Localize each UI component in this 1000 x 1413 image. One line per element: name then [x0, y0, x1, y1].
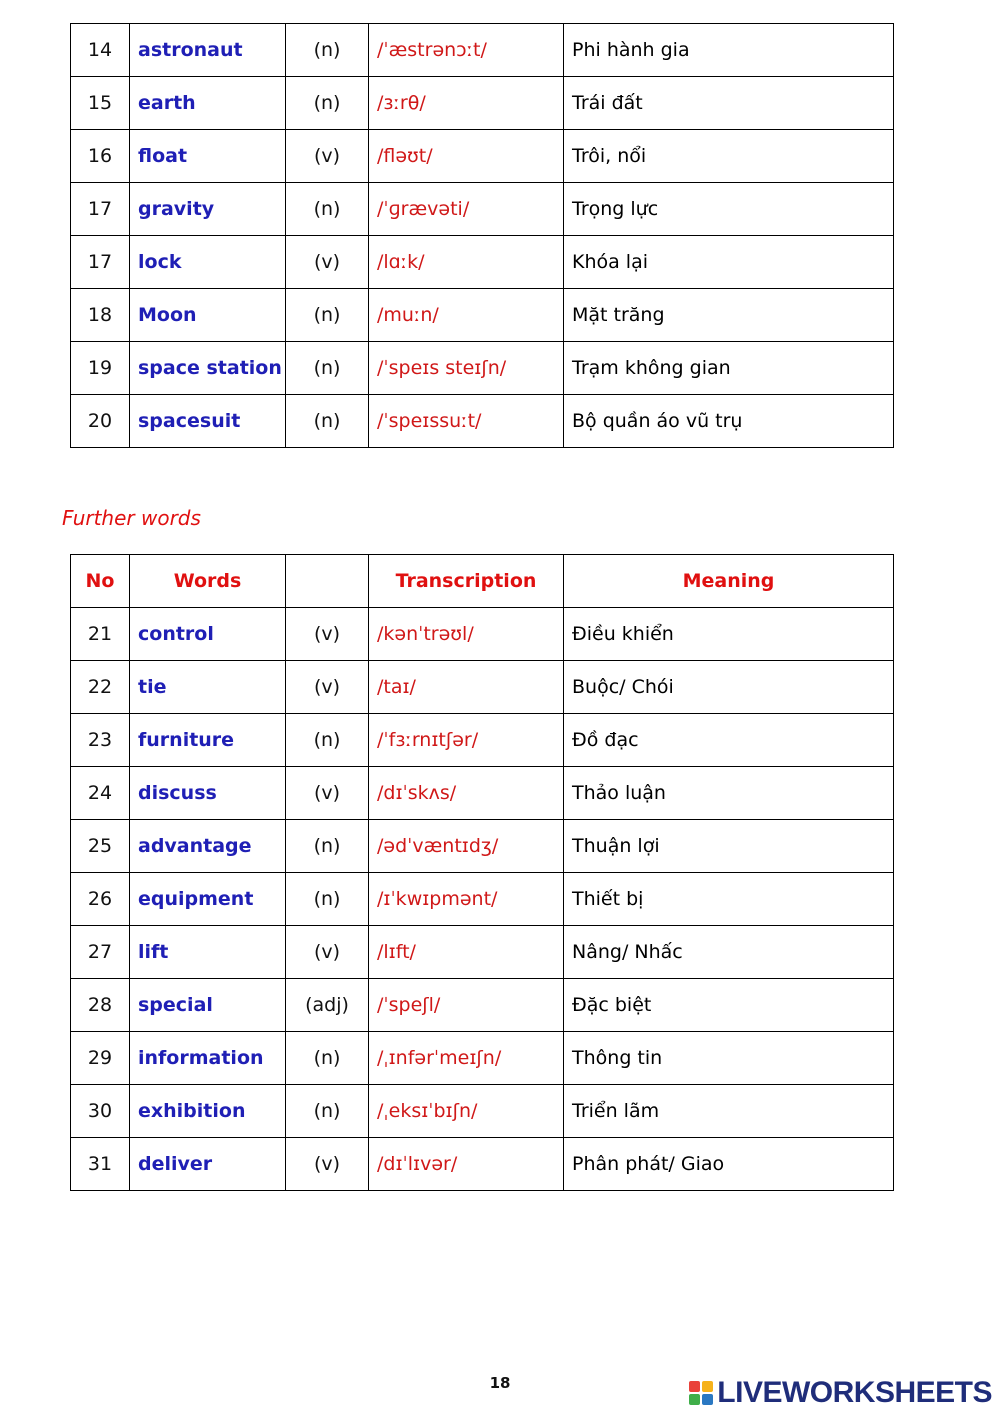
header-no: No [71, 555, 130, 608]
row-part-of-speech: (n) [286, 873, 369, 926]
table-row [71, 767, 894, 820]
table-row [71, 608, 894, 661]
row-meaning: Mặt trăng [564, 289, 894, 342]
row-word: exhibition [130, 1085, 286, 1138]
row-part-of-speech: (v) [286, 130, 369, 183]
row-part-of-speech: (v) [286, 236, 369, 289]
row-part-of-speech: (n) [286, 289, 369, 342]
row-word: equipment [130, 873, 286, 926]
row-part-of-speech: (adj) [286, 979, 369, 1032]
row-part-of-speech: (n) [286, 395, 369, 448]
row-meaning: Nâng/ Nhấc [564, 926, 894, 979]
row-number: 17 [71, 236, 130, 289]
row-number: 23 [71, 714, 130, 767]
row-meaning: Điều khiển [564, 608, 894, 661]
row-transcription: /muːn/ [369, 289, 564, 342]
row-part-of-speech: (n) [286, 24, 369, 77]
row-word: tie [130, 661, 286, 714]
table-row [71, 77, 894, 130]
row-number: 31 [71, 1138, 130, 1191]
page-number: 18 [489, 1374, 511, 1392]
row-meaning: Phi hành gia [564, 24, 894, 77]
row-transcription: /dɪˈskʌs/ [369, 767, 564, 820]
row-part-of-speech: (v) [286, 926, 369, 979]
row-meaning: Thông tin [564, 1032, 894, 1085]
table-row [71, 1138, 894, 1191]
row-part-of-speech: (n) [286, 820, 369, 873]
logo-square-blue [702, 1394, 713, 1405]
logo-square-green [689, 1394, 700, 1405]
row-transcription: /ədˈvæntɪdʒ/ [369, 820, 564, 873]
row-part-of-speech: (v) [286, 661, 369, 714]
row-part-of-speech: (v) [286, 1138, 369, 1191]
row-meaning: Thuận lợi [564, 820, 894, 873]
table-row [71, 714, 894, 767]
row-meaning: Đặc biệt [564, 979, 894, 1032]
row-transcription: /ˈɡrævəti/ [369, 183, 564, 236]
row-transcription: /kənˈtrəʊl/ [369, 608, 564, 661]
row-transcription: /ɜːrθ/ [369, 77, 564, 130]
section-title-further-words: Further words [62, 506, 201, 530]
row-word: earth [130, 77, 286, 130]
row-transcription: /ˌɪnfərˈmeɪʃn/ [369, 1032, 564, 1085]
row-meaning: Buộc/ Chói [564, 661, 894, 714]
row-word: spacesuit [130, 395, 286, 448]
row-transcription: /ˈæstrənɔːt/ [369, 24, 564, 77]
row-part-of-speech: (n) [286, 183, 369, 236]
row-meaning: Trôi, nổi [564, 130, 894, 183]
table-row [71, 926, 894, 979]
row-transcription: /taɪ/ [369, 661, 564, 714]
row-transcription: /lɪft/ [369, 926, 564, 979]
row-transcription: /ɪˈkwɪpmənt/ [369, 873, 564, 926]
row-number: 16 [71, 130, 130, 183]
row-meaning: Khóa lại [564, 236, 894, 289]
row-number: 17 [71, 183, 130, 236]
row-part-of-speech: (n) [286, 342, 369, 395]
row-transcription: /ˌeksɪˈbɪʃn/ [369, 1085, 564, 1138]
row-word: Moon [130, 289, 286, 342]
table-row [71, 236, 894, 289]
row-number: 30 [71, 1085, 130, 1138]
row-number: 20 [71, 395, 130, 448]
row-part-of-speech: (n) [286, 77, 369, 130]
table-row [71, 130, 894, 183]
table-header-row [71, 555, 894, 608]
row-transcription: /dɪˈlɪvər/ [369, 1138, 564, 1191]
table-row [71, 661, 894, 714]
row-number: 27 [71, 926, 130, 979]
row-transcription: /ˈspeʃl/ [369, 979, 564, 1032]
liveworksheets-brand[interactable] [689, 1376, 992, 1410]
row-word: space station [130, 342, 286, 395]
table-row [71, 183, 894, 236]
table-row [71, 289, 894, 342]
row-number: 26 [71, 873, 130, 926]
table-row [71, 820, 894, 873]
table-row [71, 979, 894, 1032]
row-meaning: Trọng lực [564, 183, 894, 236]
brand-text: LIVEWORKSHEETS [717, 1376, 992, 1409]
row-word: lock [130, 236, 286, 289]
row-meaning: Thiết bị [564, 873, 894, 926]
row-word: deliver [130, 1138, 286, 1191]
logo-square-red [689, 1381, 700, 1392]
row-word: gravity [130, 183, 286, 236]
row-word: control [130, 608, 286, 661]
row-number: 15 [71, 77, 130, 130]
row-number: 18 [71, 289, 130, 342]
table-row [71, 1032, 894, 1085]
vocabulary-table-top [70, 23, 894, 448]
row-word: float [130, 130, 286, 183]
row-part-of-speech: (n) [286, 714, 369, 767]
row-word: special [130, 979, 286, 1032]
header-transcription: Transcription [369, 555, 564, 608]
row-meaning: Đồ đạc [564, 714, 894, 767]
table-row [71, 342, 894, 395]
liveworksheets-logo-icon [689, 1381, 713, 1405]
header-meaning: Meaning [564, 555, 894, 608]
row-number: 21 [71, 608, 130, 661]
row-meaning: Triển lãm [564, 1085, 894, 1138]
table-row [71, 873, 894, 926]
row-number: 19 [71, 342, 130, 395]
row-part-of-speech: (n) [286, 1085, 369, 1138]
table-row [71, 1085, 894, 1138]
table-row [71, 395, 894, 448]
row-number: 22 [71, 661, 130, 714]
vocabulary-table-further [70, 554, 894, 1191]
row-number: 14 [71, 24, 130, 77]
logo-square-yellow [702, 1381, 713, 1392]
table-row [71, 24, 894, 77]
row-word: astronaut [130, 24, 286, 77]
row-transcription: /ˈspeɪssuːt/ [369, 395, 564, 448]
row-meaning: Trái đất [564, 77, 894, 130]
row-meaning: Phân phát/ Giao [564, 1138, 894, 1191]
row-part-of-speech: (v) [286, 767, 369, 820]
row-word: furniture [130, 714, 286, 767]
row-meaning: Trạm không gian [564, 342, 894, 395]
row-word: discuss [130, 767, 286, 820]
row-word: information [130, 1032, 286, 1085]
row-number: 28 [71, 979, 130, 1032]
header-words: Words [130, 555, 286, 608]
row-number: 25 [71, 820, 130, 873]
row-transcription: /ˈfɜːrnɪtʃər/ [369, 714, 564, 767]
row-part-of-speech: (n) [286, 1032, 369, 1085]
row-word: advantage [130, 820, 286, 873]
row-transcription: /lɑːk/ [369, 236, 564, 289]
row-number: 29 [71, 1032, 130, 1085]
row-part-of-speech: (v) [286, 608, 369, 661]
row-meaning: Thảo luận [564, 767, 894, 820]
row-meaning: Bộ quần áo vũ trụ [564, 395, 894, 448]
row-transcription: /fləʊt/ [369, 130, 564, 183]
header-part-of-speech [286, 555, 369, 608]
row-word: lift [130, 926, 286, 979]
row-transcription: /ˈspeɪs steɪʃn/ [369, 342, 564, 395]
row-number: 24 [71, 767, 130, 820]
